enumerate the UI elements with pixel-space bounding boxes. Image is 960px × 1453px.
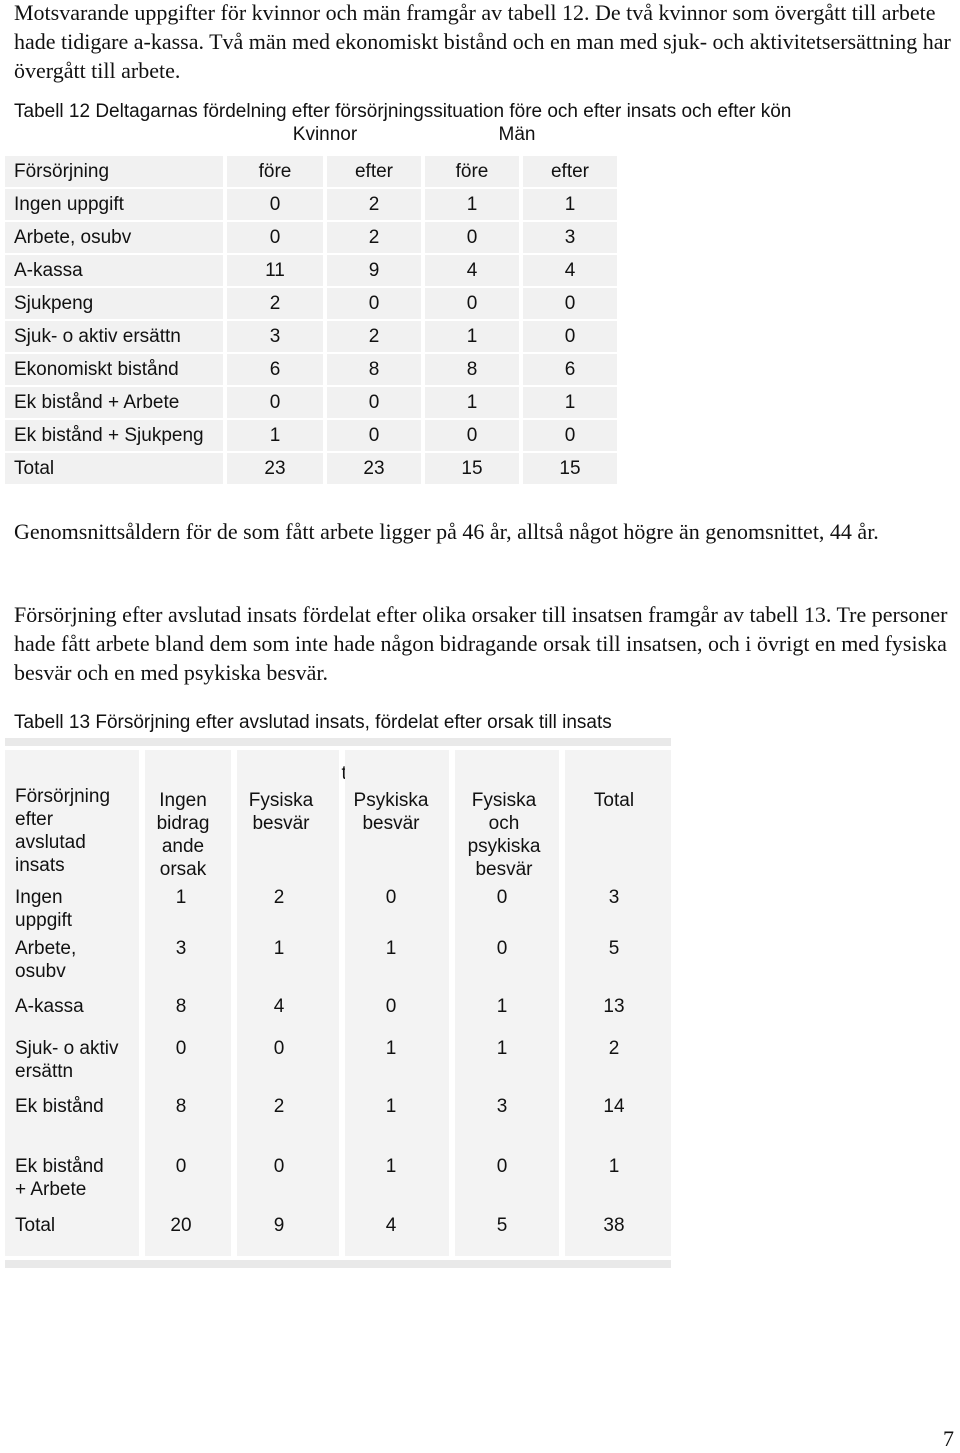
table13-cell: 3 xyxy=(175,938,187,959)
table13-column-header-line: Total xyxy=(593,790,635,811)
table12-cell: 9 xyxy=(327,255,421,286)
table12-cell: 8 xyxy=(327,354,421,385)
table13-row-header-line: avslutad xyxy=(15,832,86,853)
table12-cell: 1 xyxy=(523,189,617,220)
table12-cell: 4 xyxy=(523,255,617,286)
table13-row-label: osubv xyxy=(15,961,66,982)
table12-cell: 2 xyxy=(327,321,421,352)
paragraph-average-age: Genomsnittsåldern för de som fått arbete ligger på 46 år, alltså något högre än genomsnittet, 44 år. xyxy=(14,519,879,544)
table12-cell: 0 xyxy=(327,387,421,418)
table13-cell: 0 xyxy=(175,1156,187,1177)
table12-cell: 2 xyxy=(327,189,421,220)
table12-cell: 4 xyxy=(425,255,519,286)
table12-cell: 2 xyxy=(227,288,323,319)
table13-cell: 0 xyxy=(273,1038,285,1059)
table13-cell: 13 xyxy=(603,996,625,1017)
table13-cell: 20 xyxy=(170,1215,192,1236)
table13-column-header-line: och xyxy=(488,813,520,834)
table12-cell: 6 xyxy=(227,354,323,385)
table13-row-header-line: insats xyxy=(15,855,65,876)
table12-cell: 0 xyxy=(425,288,519,319)
table12-group-man: Män xyxy=(498,124,536,145)
table13-cell: 1 xyxy=(385,1096,397,1117)
table13-cell: 4 xyxy=(385,1215,397,1236)
table13-cell: 3 xyxy=(608,887,620,908)
table13-row-label: Total xyxy=(15,1215,56,1236)
table12-row-label: Ekonomiskt bistånd xyxy=(5,354,223,385)
table13-cell: 0 xyxy=(175,1038,187,1059)
table12-row-label: Sjuk- o aktiv ersättn xyxy=(5,321,223,352)
table13-row-label: Sjuk- o aktiv xyxy=(15,1038,119,1059)
table13-cell: 1 xyxy=(385,1156,397,1177)
table12-cell: 8 xyxy=(425,354,519,385)
table13-cell: 1 xyxy=(175,887,187,908)
table12-cell: 15 xyxy=(425,453,519,484)
table13-cell: 38 xyxy=(603,1215,625,1236)
table12-header-cell: före xyxy=(425,156,519,187)
table13-cell: 5 xyxy=(608,938,620,959)
table13-cell: 0 xyxy=(496,1156,508,1177)
table13-cell: 1 xyxy=(385,938,397,959)
table13-row-label: uppgift xyxy=(15,910,73,931)
table12-cell: 0 xyxy=(425,222,519,253)
table12-header-cell: Försörjning xyxy=(5,156,223,187)
table12-cell: 15 xyxy=(523,453,617,484)
table13-column-header-line: ande xyxy=(161,836,205,857)
table13-column-header-line: bidrag xyxy=(156,813,210,834)
table12-cell: 0 xyxy=(327,288,421,319)
table13-cell: 1 xyxy=(273,938,285,959)
table13-cell: 8 xyxy=(175,1096,187,1117)
table12-cell: 1 xyxy=(523,387,617,418)
table13-column-header-line: psykiska xyxy=(467,836,541,857)
table12-row-label: Sjukpeng xyxy=(5,288,223,319)
table12-cell: 1 xyxy=(425,387,519,418)
table13-row-label: Arbete, xyxy=(15,938,77,959)
table12-row-label: Ek bistånd + Sjukpeng xyxy=(5,420,223,451)
table13-cell: 1 xyxy=(608,1156,620,1177)
table13-bottom-strip xyxy=(5,1260,671,1268)
table13-row-header-line: efter xyxy=(15,809,54,830)
table13-row-label: Ek bistånd xyxy=(15,1096,104,1117)
table12-row-label: Ek bistånd + Arbete xyxy=(5,387,223,418)
table12-cell: 0 xyxy=(523,321,617,352)
intro-paragraph: Motsvarande uppgifter för kvinnor och män framgår av tabell 12. De två kvinnor som övergått till arbete hade tidigare a-kassa. Två män med ekonomiskt bistånd och en man med sjuk- och aktivitetsersättning har övergått till arbete. xyxy=(14,0,951,83)
table12-cell: 1 xyxy=(227,420,323,451)
table12-cell: 0 xyxy=(327,420,421,451)
table13-column-header-line: orsak xyxy=(159,859,207,880)
table12-cell: 0 xyxy=(227,222,323,253)
table12-cell: 1 xyxy=(425,189,519,220)
table13-cell: 2 xyxy=(273,887,285,908)
table13-row-label: A-kassa xyxy=(15,996,84,1017)
table12-row-label: Ingen uppgift xyxy=(5,189,223,220)
paragraph-support-cause: Försörjning efter avslutad insats fördelat efter olika orsaker till insatsen framgår av tabell 13. Tre personer hade fått arbete bland dem som inte hade någon bidragande orsak till insatsen, och i övrigt en med fysiska besvär och en med psykiska besvär. xyxy=(14,602,948,685)
table13-cell: 2 xyxy=(608,1038,620,1059)
table12-cell: 3 xyxy=(523,222,617,253)
table13-column-header-line: Fysiska xyxy=(248,790,314,811)
table13-cell: 2 xyxy=(273,1096,285,1117)
table13-column-header-line: besvär xyxy=(362,813,420,834)
table12-row-label: A-kassa xyxy=(5,255,223,286)
table12-group-kvinnor: Kvinnor xyxy=(292,124,358,145)
table13-cell: 0 xyxy=(385,887,397,908)
table13-cell: 14 xyxy=(603,1096,625,1117)
table12-header-cell: efter xyxy=(523,156,617,187)
table12-cell: 0 xyxy=(227,189,323,220)
table13-row-label: Ek bistånd xyxy=(15,1156,104,1177)
table13-column-header-line: Ingen xyxy=(159,790,207,811)
table13-cell: 1 xyxy=(385,1038,397,1059)
table13-column-header-line: besvär xyxy=(252,813,310,834)
table12-cell: 23 xyxy=(227,453,323,484)
table13-cell: 4 xyxy=(273,996,285,1017)
table13-cell: 3 xyxy=(496,1096,508,1117)
table13-cell: 0 xyxy=(496,938,508,959)
table12-cell: 11 xyxy=(227,255,323,286)
table12-cell: 6 xyxy=(523,354,617,385)
table12-header-cell: efter xyxy=(327,156,421,187)
table13-row-label: + Arbete xyxy=(15,1179,87,1200)
table12-cell: 0 xyxy=(523,288,617,319)
table12-cell: 0 xyxy=(227,387,323,418)
table13-cell: 0 xyxy=(496,887,508,908)
table13-row-label: Ingen xyxy=(15,887,63,908)
table12-cell: 0 xyxy=(523,420,617,451)
table12-cell: 23 xyxy=(327,453,421,484)
table13-cell: 0 xyxy=(273,1156,285,1177)
table13-cell: 1 xyxy=(496,996,508,1017)
table13-caption: Tabell 13 Försörjning efter avslutad insats, fördelat efter orsak till insats xyxy=(14,712,612,733)
table12-caption: Tabell 12 Deltagarnas fördelning efter försörjningssituation före och efter insats och efter kön xyxy=(14,101,792,122)
table13-column-header-line: besvär xyxy=(475,859,533,880)
table12-cell: 2 xyxy=(327,222,421,253)
table12-header-cell: före xyxy=(227,156,323,187)
table13-cell: 5 xyxy=(496,1215,508,1236)
table13-cell: 1 xyxy=(496,1038,508,1059)
table13-row-label: ersättn xyxy=(15,1061,74,1082)
table13-top-strip xyxy=(5,738,671,746)
table13-column-header-line: Fysiska xyxy=(471,790,537,811)
page-number: 7 xyxy=(943,1426,954,1451)
table13-cell: 8 xyxy=(175,996,187,1017)
table12-row-label: Total xyxy=(5,453,223,484)
table13-row-header-line: Försörjning xyxy=(15,786,111,807)
table12-cell: 0 xyxy=(425,420,519,451)
table13-cell: 9 xyxy=(273,1215,285,1236)
table12-row-label: Arbete, osubv xyxy=(5,222,223,253)
table13-column-header-line: Psykiska xyxy=(353,790,429,811)
table13-cell: 0 xyxy=(385,996,397,1017)
table12-cell: 1 xyxy=(425,321,519,352)
table12-cell: 3 xyxy=(227,321,323,352)
